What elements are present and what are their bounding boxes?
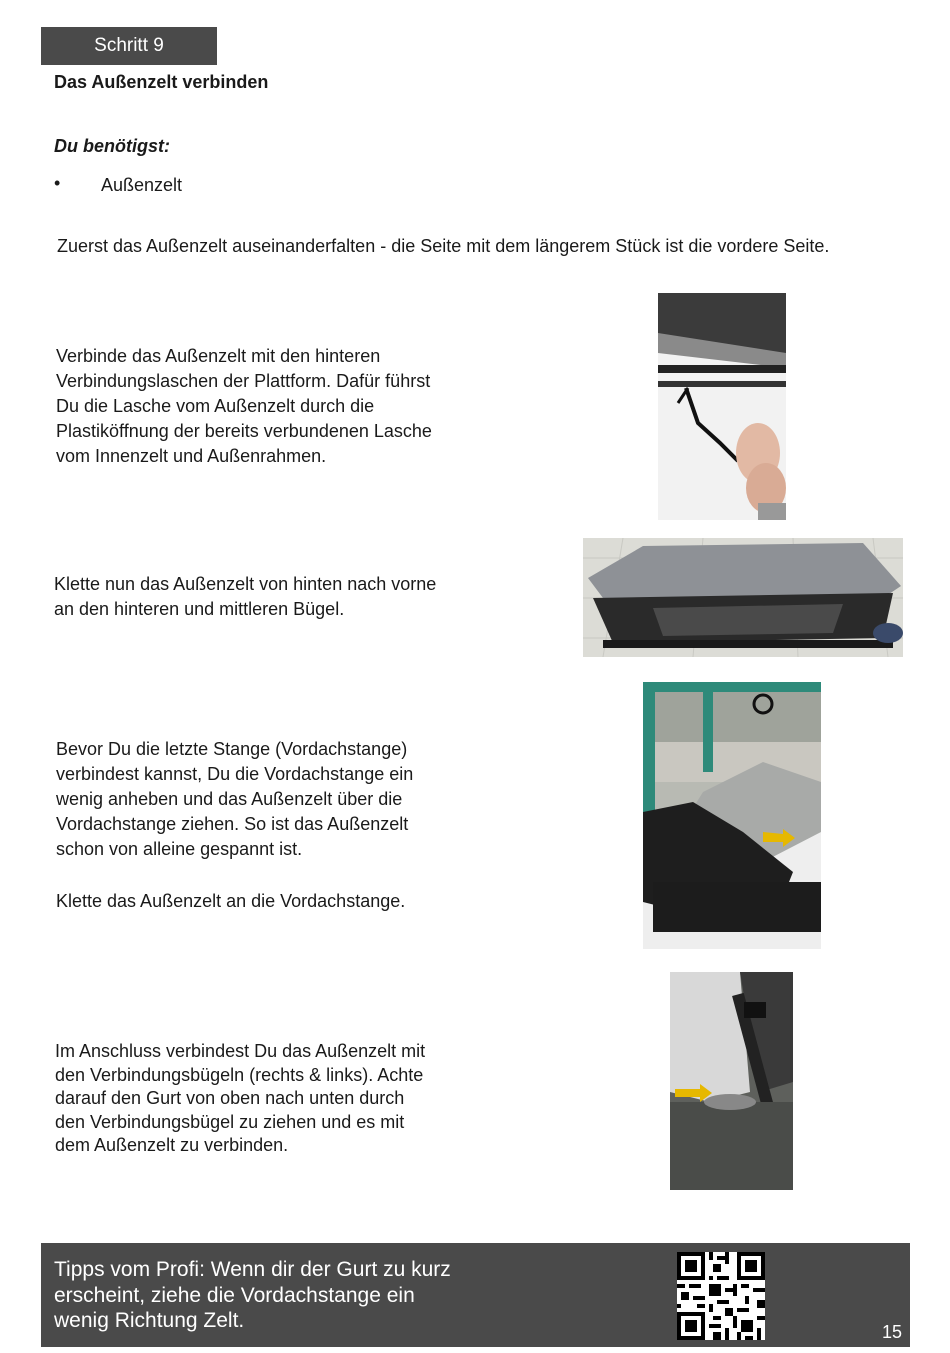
materials-item-label: Außenzelt xyxy=(101,175,183,195)
intro-text: Zuerst das Außenzelt auseinanderfalten - die Seite mit dem längerem Stück ist die vordere Seite. xyxy=(57,236,830,256)
photo-connecting-bow xyxy=(670,972,793,1190)
photo-outer-tent-frame xyxy=(583,538,903,657)
bullet-icon: • xyxy=(54,173,61,193)
page-number: 15 xyxy=(881,1322,902,1342)
step-text-rear-straps: Verbinde das Außenzelt mit den hinteren Verbindungslaschen der Plattform. Dafür führst Du die Lasche vom Außenzelt durch die Plastiköffnung der bereits verbundenen Lasche vom Innenzelt und Außenrahmen. xyxy=(56,346,432,466)
step-text-velcro-bows: Klette nun das Außenzelt von hinten nach vorne an den hinteren und mittleren Bügel. xyxy=(54,574,437,619)
qr-code[interactable] xyxy=(677,1252,765,1340)
step-text-awning-pole: Bevor Du die letzte Stange (Vordachstange) verbindest kannst, Du die Vordachstange ein wenig anheben und das Außenzelt über die Vordachstange ziehen. So ist das Außenzelt schon von alleine gespannt ist. xyxy=(56,739,414,859)
step-text-velcro-awning: Klette das Außenzelt an die Vordachstange. xyxy=(56,891,406,911)
materials-heading: Du benötigst: xyxy=(54,136,170,156)
pro-tip-text: Tipps vom Profi: Wenn dir der Gurt zu kurz erscheint, ziehe die Vordachstange ein wenig Richtung Zelt. xyxy=(54,1258,451,1332)
photo-awning-pole xyxy=(643,682,821,949)
step-text-connecting-bows: Im Anschluss verbindest Du das Außenzelt mit den Verbindungsbügeln (rechts & links). Achte darauf den Gurt von oben nach unten durch den Verbindungsbügel zu ziehen und es mit dem Außenzelt zu verbinden. xyxy=(55,1041,426,1155)
pro-tip-banner xyxy=(41,1243,910,1347)
step-badge: Schritt 9 xyxy=(41,27,217,65)
photo-strap-connection xyxy=(658,293,786,520)
section-title: Das Außenzelt verbinden xyxy=(54,72,269,92)
